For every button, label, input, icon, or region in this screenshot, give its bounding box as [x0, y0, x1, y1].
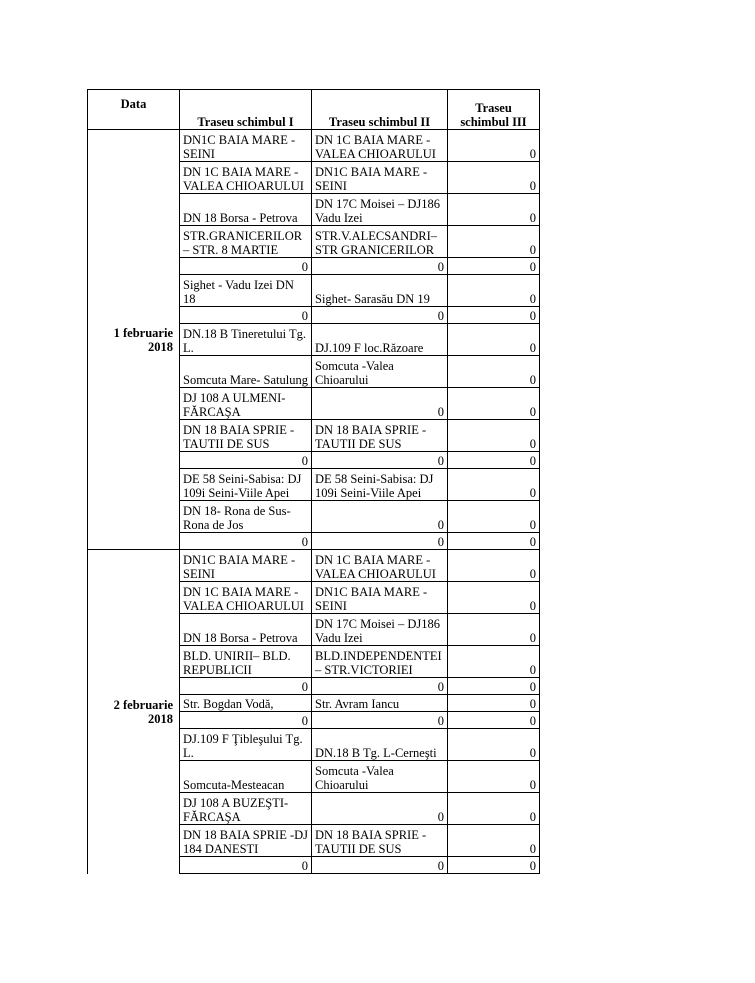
shift-3-cell: 0	[448, 729, 540, 761]
shift-1-cell: BLD. UNIRII– BLD. REPUBLICII	[180, 646, 312, 678]
shift-1-cell: DJ.109 F Ţibleşului Tg. L.	[180, 729, 312, 761]
schedule-table	[87, 89, 540, 874]
shift-1-cell: DN.18 B Tineretului Tg. L.	[180, 324, 312, 356]
shift-2-cell: Str. Avram Iancu	[312, 695, 448, 712]
shift-2-cell: 0	[312, 307, 448, 324]
shift-2-cell: DN.18 B Tg. L-Cerneşti	[312, 729, 448, 761]
header-row	[88, 90, 540, 130]
header-shift-1: Traseu schimbul I	[180, 90, 312, 130]
shift-2-cell: Somcuta -Valea Chioarului	[312, 761, 448, 793]
shift-2-cell: DN 18 BAIA SPRIE - TAUTII DE SUS	[312, 825, 448, 857]
shift-3-cell: 0	[448, 825, 540, 857]
table-row	[88, 550, 540, 582]
shift-3-cell: 0	[448, 614, 540, 646]
shift-1-cell: STR.GRANICERILOR – STR. 8 MARTIE	[180, 226, 312, 258]
shift-3-cell: 0	[448, 550, 540, 582]
shift-2-cell: DN 1C BAIA MARE - VALEA CHIOARULUI	[312, 550, 448, 582]
shift-1-cell: 0	[180, 712, 312, 729]
shift-2-cell: Sighet- Sarasău DN 19	[312, 275, 448, 307]
shift-1-cell: Str. Bogdan Vodă,	[180, 695, 312, 712]
header-shift-2: Traseu schimbul II	[312, 90, 448, 130]
shift-2-cell: DN 17C Moisei – DJ186 Vadu Izei	[312, 614, 448, 646]
shift-1-cell: DN 1C BAIA MARE - VALEA CHIOARULUI	[180, 162, 312, 194]
shift-3-cell: 0	[448, 469, 540, 501]
shift-3-cell: 0	[448, 695, 540, 712]
shift-3-cell: 0	[448, 307, 540, 324]
shift-2-cell: BLD.INDEPENDENTEI – STR.VICTORIEI	[312, 646, 448, 678]
shift-2-cell: 0	[312, 678, 448, 695]
shift-1-cell: 0	[180, 857, 312, 874]
shift-2-cell: 0	[312, 857, 448, 874]
header-date: Data	[88, 90, 180, 130]
shift-3-cell: 0	[448, 356, 540, 388]
shift-1-cell: DN 18 BAIA SPRIE - TAUTII DE SUS	[180, 420, 312, 452]
shift-3-cell: 0	[448, 533, 540, 550]
shift-1-cell: DN1C BAIA MARE - SEINI	[180, 130, 312, 162]
shift-1-cell: DN 18 Borsa - Petrova	[180, 614, 312, 646]
shift-3-cell: 0	[448, 857, 540, 874]
shift-1-cell: 0	[180, 307, 312, 324]
shift-3-cell: 0	[448, 388, 540, 420]
shift-3-cell: 0	[448, 678, 540, 695]
shift-2-cell: DN1C BAIA MARE - SEINI	[312, 582, 448, 614]
shift-3-cell: 0	[448, 646, 540, 678]
shift-1-cell: DJ 108 A ULMENI- FĂRCAŞA	[180, 388, 312, 420]
schedule-body	[88, 130, 540, 874]
shift-2-cell: 0	[312, 533, 448, 550]
shift-3-cell: 0	[448, 226, 540, 258]
shift-3-cell: 0	[448, 194, 540, 226]
header-shift-3: Traseu schimbul III	[448, 90, 540, 130]
shift-2-cell: 0	[312, 501, 448, 533]
shift-2-cell: 0	[312, 258, 448, 275]
shift-3-cell: 0	[448, 162, 540, 194]
date-cell: 1 februarie 2018	[88, 130, 180, 550]
shift-3-cell: 0	[448, 420, 540, 452]
shift-2-cell: DE 58 Seini-Sabisa: DJ 109i Seini-Viile Apei	[312, 469, 448, 501]
shift-1-cell: DJ 108 A BUZEŞTI- FĂRCAŞA	[180, 793, 312, 825]
shift-2-cell: DJ.109 F loc.Răzoare	[312, 324, 448, 356]
shift-3-cell: 0	[448, 712, 540, 729]
shift-2-cell: DN 17C Moisei – DJ186 Vadu Izei	[312, 194, 448, 226]
shift-3-cell: 0	[448, 324, 540, 356]
shift-1-cell: 0	[180, 258, 312, 275]
shift-2-cell: DN 18 BAIA SPRIE - TAUTII DE SUS	[312, 420, 448, 452]
shift-3-cell: 0	[448, 761, 540, 793]
shift-2-cell: 0	[312, 793, 448, 825]
shift-1-cell: 0	[180, 452, 312, 469]
shift-3-cell: 0	[448, 258, 540, 275]
shift-3-cell: 0	[448, 275, 540, 307]
shift-1-cell: Somcuta Mare- Satulung	[180, 356, 312, 388]
shift-2-cell: 0	[312, 388, 448, 420]
shift-1-cell: Somcuta-Mesteacan	[180, 761, 312, 793]
shift-3-cell: 0	[448, 582, 540, 614]
shift-1-cell: Sighet - Vadu Izei DN 18	[180, 275, 312, 307]
date-cell: 2 februarie 2018	[88, 550, 180, 874]
shift-3-cell: 0	[448, 793, 540, 825]
shift-1-cell: 0	[180, 678, 312, 695]
table-row	[88, 130, 540, 162]
shift-1-cell: DN 1C BAIA MARE - VALEA CHIOARULUI	[180, 582, 312, 614]
shift-1-cell: DN 18 Borsa - Petrova	[180, 194, 312, 226]
shift-3-cell: 0	[448, 501, 540, 533]
shift-3-cell: 0	[448, 452, 540, 469]
shift-2-cell: DN 1C BAIA MARE - VALEA CHIOARULUI	[312, 130, 448, 162]
shift-2-cell: Somcuta -Valea Chioarului	[312, 356, 448, 388]
shift-1-cell: DN 18 BAIA SPRIE -DJ 184 DANESTI	[180, 825, 312, 857]
shift-2-cell: 0	[312, 452, 448, 469]
shift-2-cell: DN1C BAIA MARE - SEINI	[312, 162, 448, 194]
shift-2-cell: STR.V.ALECSANDRI– STR GRANICERILOR	[312, 226, 448, 258]
shift-1-cell: 0	[180, 533, 312, 550]
shift-3-cell: 0	[448, 130, 540, 162]
shift-2-cell: 0	[312, 712, 448, 729]
shift-1-cell: DN1C BAIA MARE - SEINI	[180, 550, 312, 582]
shift-1-cell: DN 18- Rona de Sus- Rona de Jos	[180, 501, 312, 533]
shift-1-cell: DE 58 Seini-Sabisa: DJ 109i Seini-Viile Apei	[180, 469, 312, 501]
